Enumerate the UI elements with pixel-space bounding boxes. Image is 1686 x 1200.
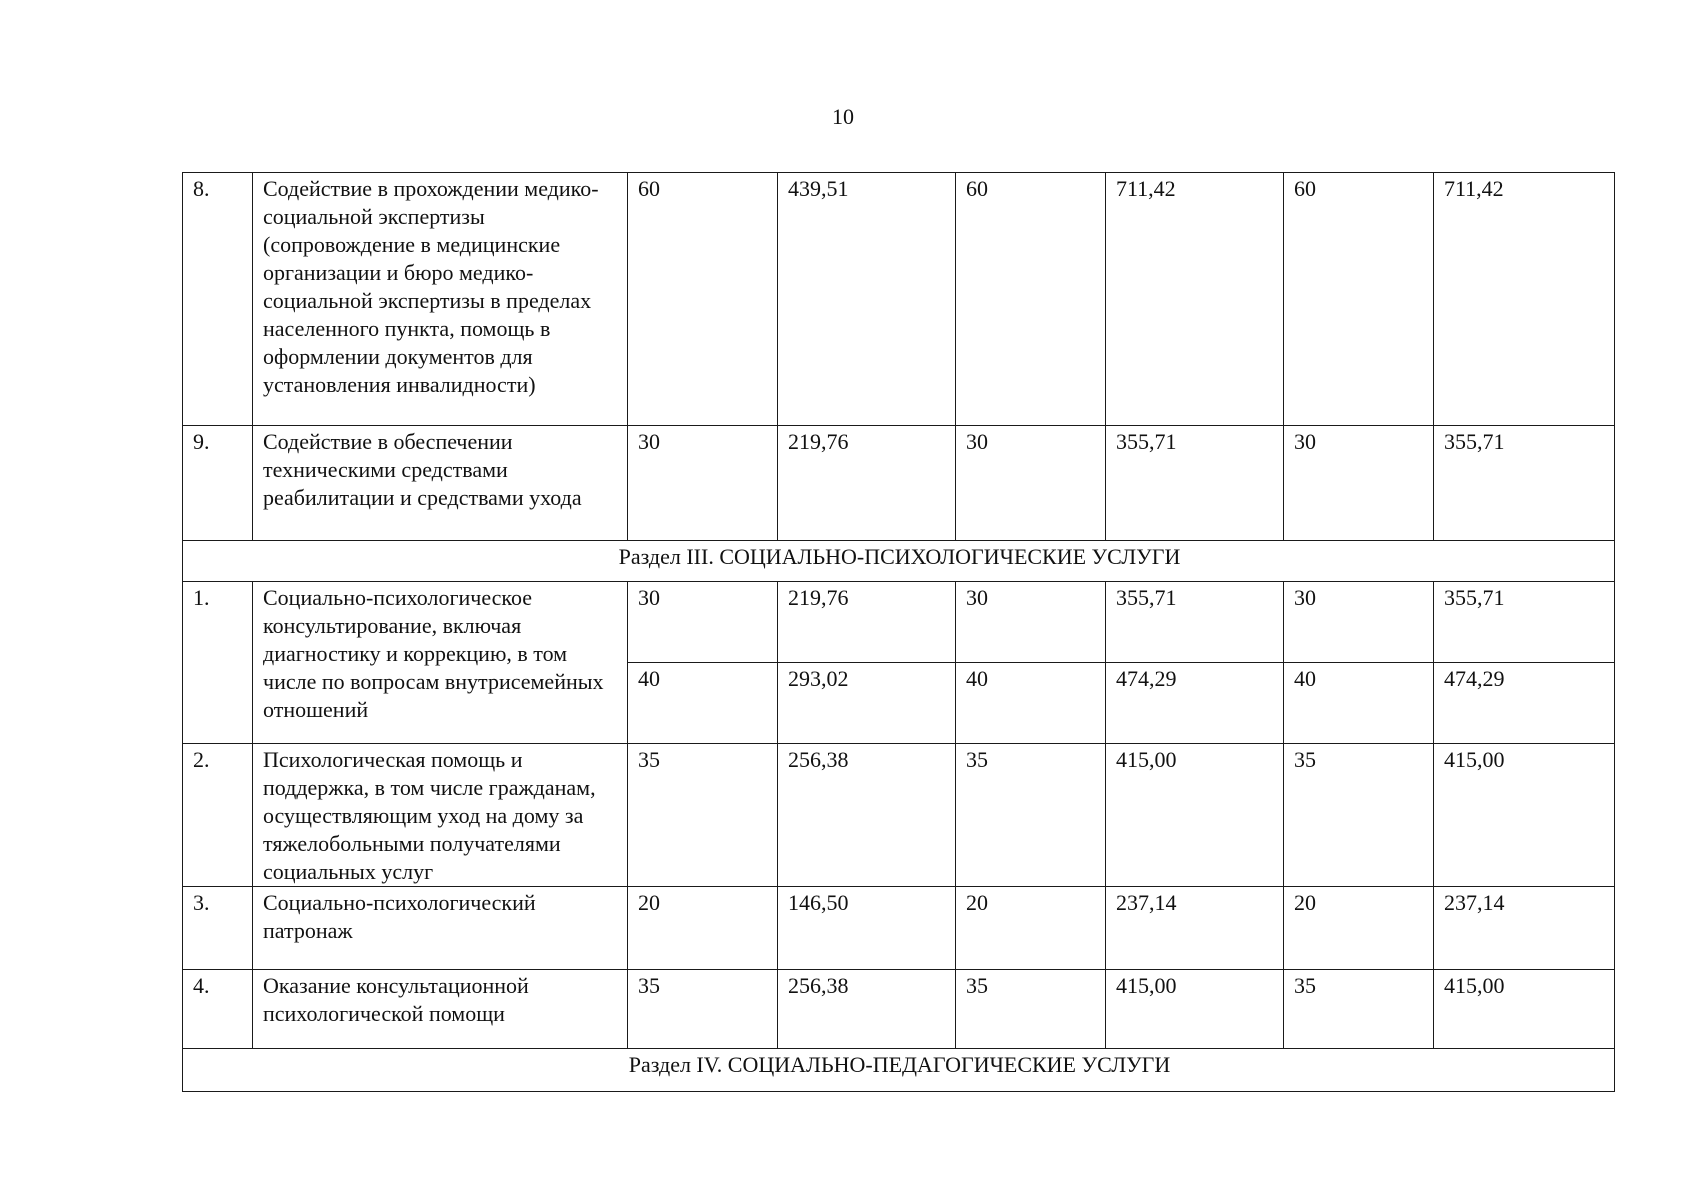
section-4-title: Раздел IV. СОЦИАЛЬНО-ПЕДАГОГИЧЕСКИЕ УСЛУГИ (183, 1049, 1615, 1092)
value-cell: 474,29 (1434, 663, 1615, 744)
section-header-row (183, 541, 1615, 582)
value-cell: 355,71 (1434, 426, 1615, 541)
value-cell: 711,42 (1106, 173, 1284, 426)
value-cell: 35 (628, 970, 778, 1049)
value-cell: 439,51 (778, 173, 956, 426)
table-row (183, 970, 1615, 1049)
service-name: Содействие в обеспечении техническими средствами реабилитации и средствами ухода (253, 426, 628, 541)
row-number: 4. (183, 970, 253, 1049)
value-cell: 20 (628, 887, 778, 970)
service-name: Содействие в прохождении медико-социальной экспертизы (сопровождение в медицинские организации и бюро медико-социальной экспертизы в пределах населенного пункта, помощь в оформлении документов для установления инвалидности) (253, 173, 628, 426)
value-cell: 30 (628, 426, 778, 541)
value-cell: 355,71 (1106, 426, 1284, 541)
value-cell: 30 (1284, 582, 1434, 663)
value-cell: 30 (956, 582, 1106, 663)
table-row (183, 426, 1615, 541)
row-number: 3. (183, 887, 253, 970)
value-cell: 146,50 (778, 887, 956, 970)
value-cell: 40 (628, 663, 778, 744)
value-cell: 35 (956, 744, 1106, 887)
services-table (182, 172, 1615, 1092)
table-row (183, 582, 1615, 663)
value-cell: 35 (1284, 970, 1434, 1049)
table-row (183, 744, 1615, 887)
value-cell: 355,71 (1434, 582, 1615, 663)
row-number: 8. (183, 173, 253, 426)
value-cell: 237,14 (1434, 887, 1615, 970)
value-cell: 40 (1284, 663, 1434, 744)
value-cell: 35 (1284, 744, 1434, 887)
value-cell: 256,38 (778, 744, 956, 887)
value-cell: 40 (956, 663, 1106, 744)
value-cell: 20 (956, 887, 1106, 970)
value-cell: 35 (956, 970, 1106, 1049)
value-cell: 219,76 (778, 426, 956, 541)
value-cell: 219,76 (778, 582, 956, 663)
value-cell: 60 (1284, 173, 1434, 426)
value-cell: 60 (956, 173, 1106, 426)
value-cell: 20 (1284, 887, 1434, 970)
value-cell: 415,00 (1434, 970, 1615, 1049)
value-cell: 35 (628, 744, 778, 887)
value-cell: 237,14 (1106, 887, 1284, 970)
value-cell: 415,00 (1106, 970, 1284, 1049)
value-cell: 355,71 (1106, 582, 1284, 663)
service-name: Оказание консультационной психологической помощи (253, 970, 628, 1049)
section-3-title: Раздел III. СОЦИАЛЬНО-ПСИХОЛОГИЧЕСКИЕ УСЛУГИ (183, 541, 1615, 582)
service-name: Социально-психологическое консультирование, включая диагностику и коррекцию, в том числе по вопросам внутрисемейных отношений (253, 582, 628, 744)
row-number: 2. (183, 744, 253, 887)
service-name: Социально-психологический патронаж (253, 887, 628, 970)
page-number: 10 (832, 104, 854, 129)
table-row (183, 887, 1615, 970)
value-cell: 256,38 (778, 970, 956, 1049)
row-number: 1. (183, 582, 253, 744)
table-row (183, 173, 1615, 426)
service-name: Психологическая помощь и поддержка, в том числе гражданам, осуществляющим уход на дому за тяжелобольными получателями социальных услуг (253, 744, 628, 887)
value-cell: 30 (956, 426, 1106, 541)
value-cell: 415,00 (1434, 744, 1615, 887)
value-cell: 30 (628, 582, 778, 663)
section-header-row (183, 1049, 1615, 1092)
value-cell: 293,02 (778, 663, 956, 744)
value-cell: 711,42 (1434, 173, 1615, 426)
value-cell: 415,00 (1106, 744, 1284, 887)
value-cell: 60 (628, 173, 778, 426)
value-cell: 30 (1284, 426, 1434, 541)
value-cell: 474,29 (1106, 663, 1284, 744)
row-number: 9. (183, 426, 253, 541)
